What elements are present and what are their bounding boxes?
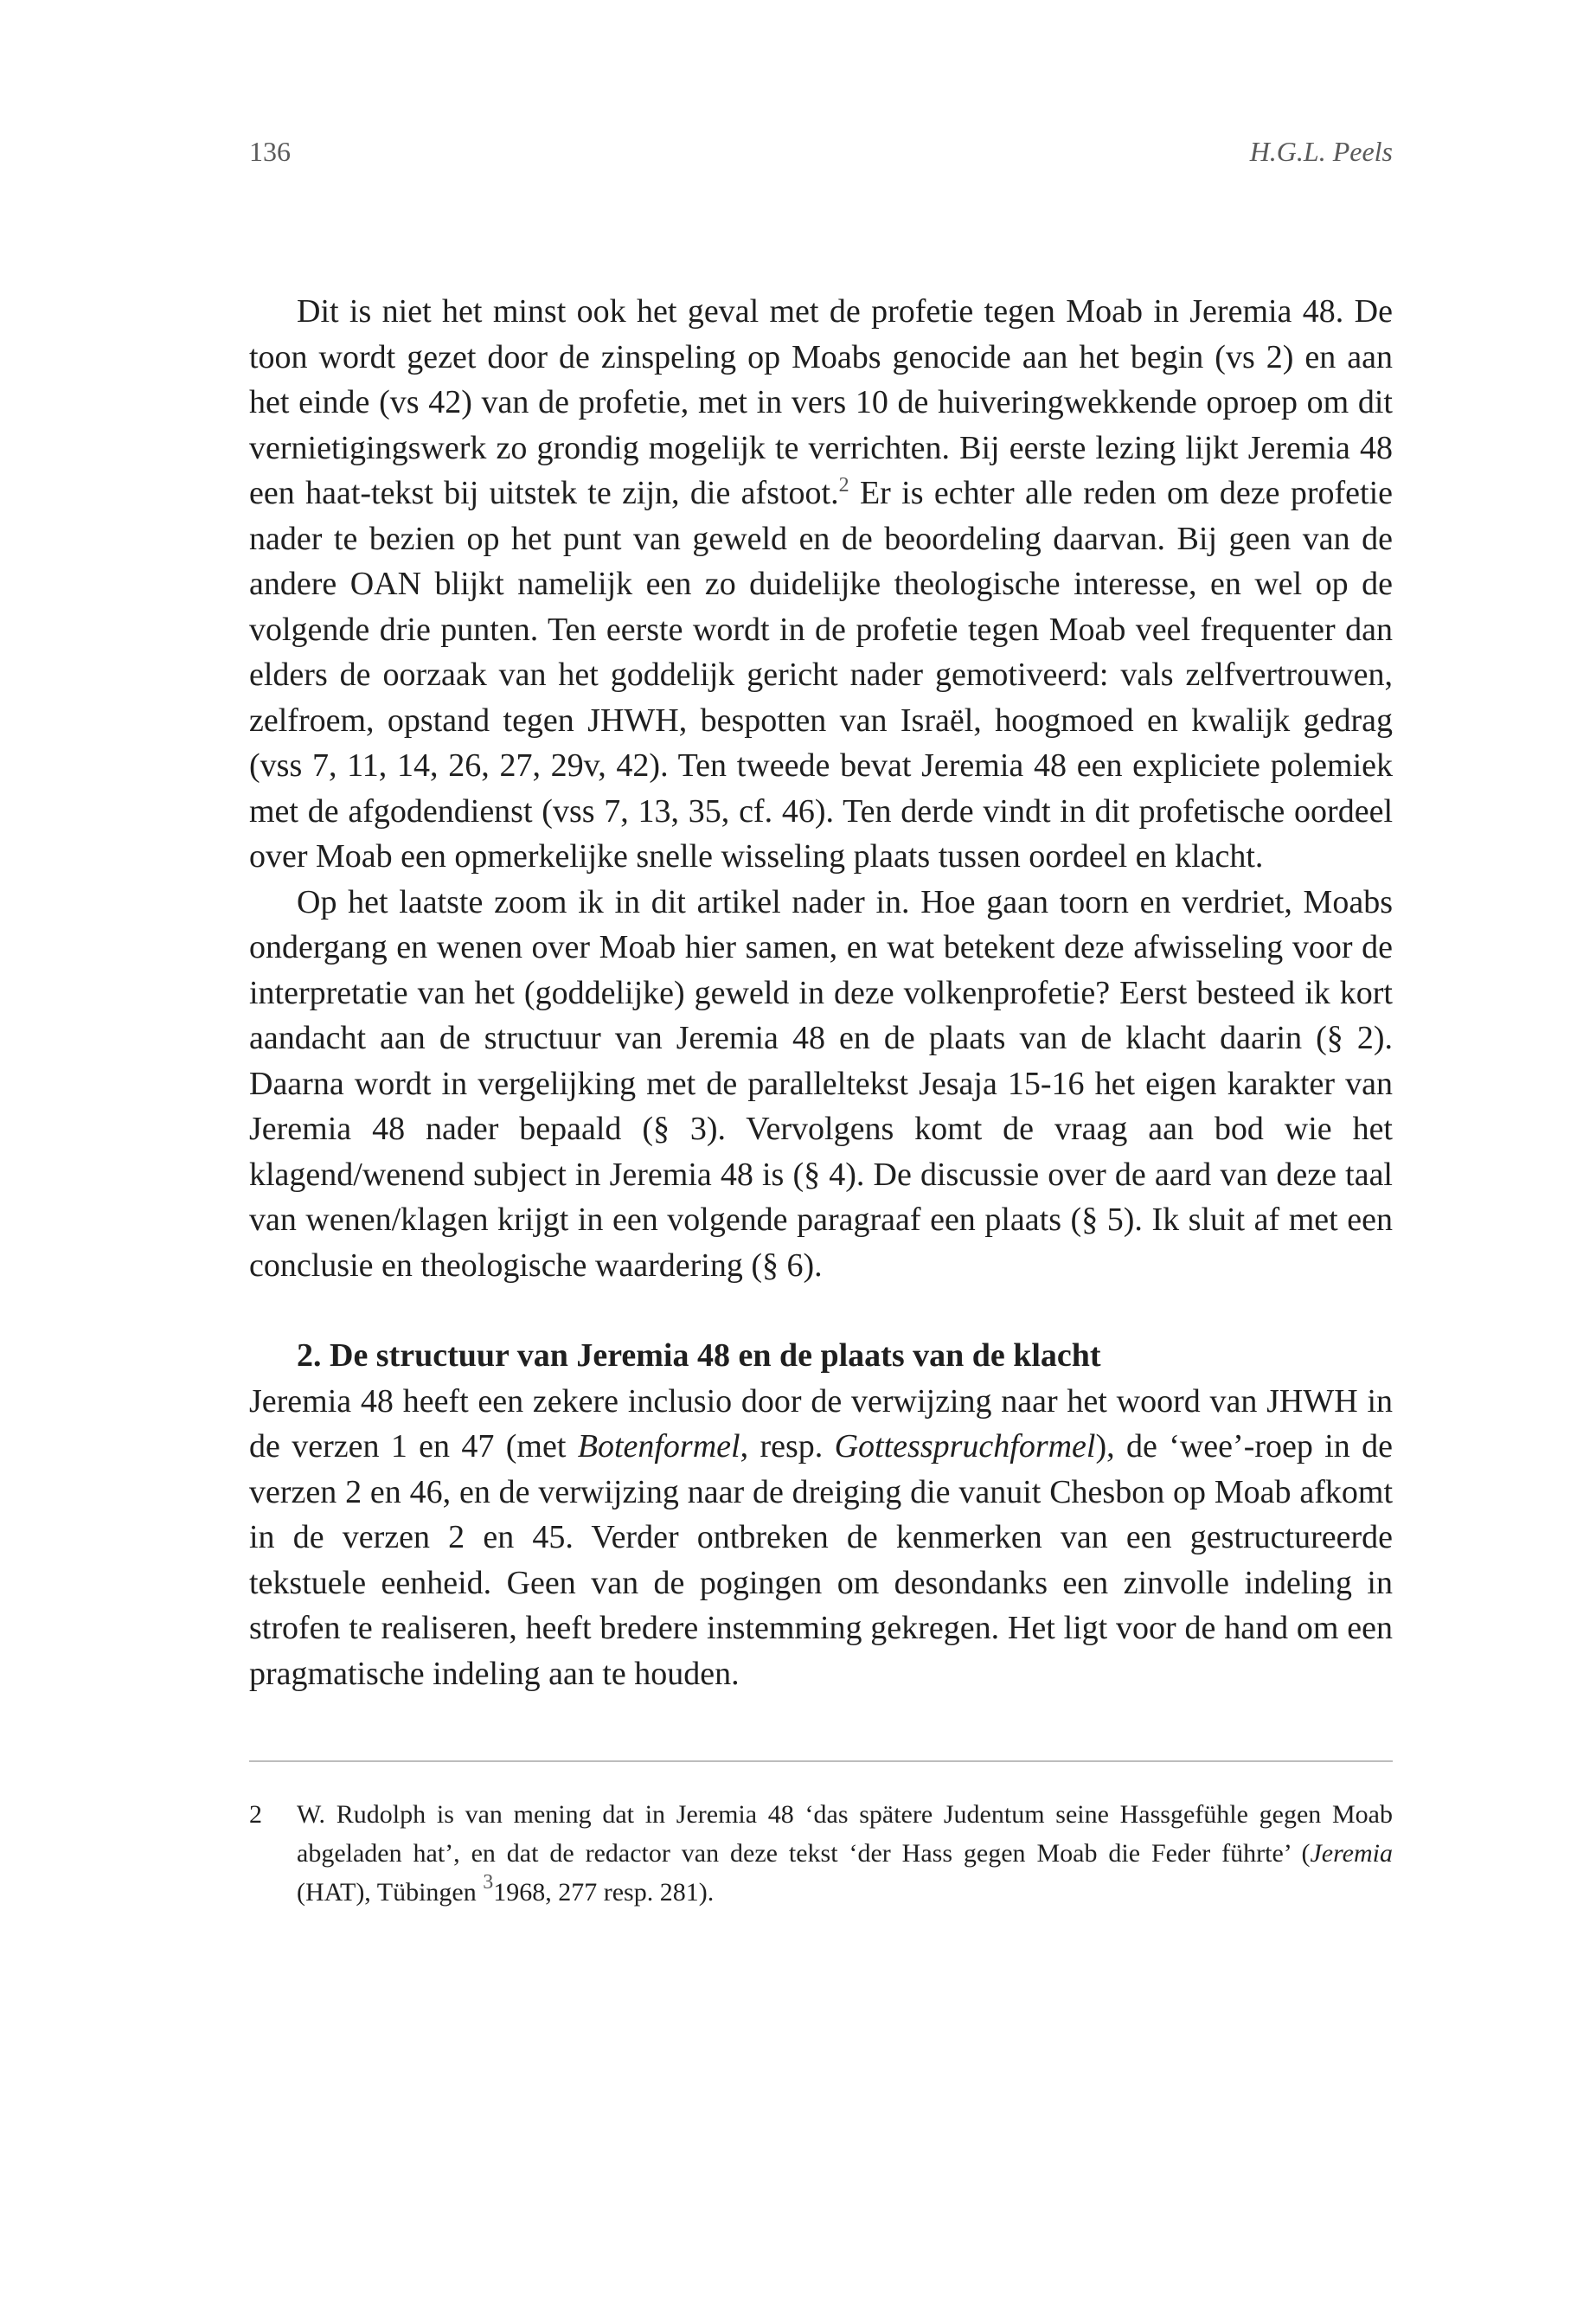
footnote-text-b: (HAT), Tübingen	[297, 1878, 484, 1907]
footnote-reference: 2	[838, 474, 849, 497]
running-head	[249, 130, 1393, 173]
footnote-title: Jeremia	[1310, 1839, 1393, 1868]
running-head-author: H.G.L. Peels	[1249, 136, 1393, 167]
section-2-paragraph	[249, 1379, 1393, 1697]
section-2-text-a: Jeremia 48 heeft een zekere inclusio door de verwijzing naar het woord van JHWH in de verzen 1 en 47 (met	[249, 1382, 1393, 1465]
paragraph-2: Op het laatste zoom ik in dit artikel nader in. Hoe gaan toorn en verdriet, Moabs ondergang en wenen over Moab hier samen, en wat betekent deze afwisseling voor de interpretatie van het (goddelijke) geweld in deze volkenprofetie? Eerst besteed ik kort aandacht aan de structuur van Jeremia 48 en de plaats van de klacht daarin (§ 2). Daarna wordt in vergelijking met de paralleltekst Jesaja 15-16 het eigen karakter van Jeremia 48 nader bepaald (§ 3). Vervolgens komt de vraag aan bod wie het klagend/wenend subject in Jeremia 48 is (§ 4). De discussie over de aard van deze taal van wenen/klagen krijgt in een volgende paragraaf een plaats (§ 5). Ik sluit af met een conclusie en theologische waardering (§ 6).	[249, 883, 1393, 1284]
footnote	[249, 1795, 1393, 1912]
section-2-term-gottesspruchformel: Gottesspruchformel	[834, 1428, 1096, 1465]
main-text	[249, 289, 1393, 1696]
footnote-text	[297, 1795, 1393, 1912]
footnote-text-a: W. Rudolph is van mening dat in Jeremia 48 ‘das spätere Judentum seine Hassgefühle gegen Moab abgeladen hat’, en dat de redactor van deze tekst ‘der Hass gegen Moab die Feder führte’ (	[297, 1800, 1393, 1868]
paragraph-1-part1: Dit is niet het minst ook het geval met de profetie tegen Moab in Jeremia 48. De toon wordt gezet door de zinspeling op Moabs genocide aan het begin (vs 2) en aan het einde (vs 42) van de profetie, met in vers 10 de huiveringwekkende oproep om dit vernietigingswerk zo grondig mogelijk te verrichten. Bij eerste lezing lijkt Jeremia 48 een haat-tekst bij uitstek te zijn, die afstoot.	[249, 293, 1393, 511]
section-2-text-c: ), de ‘wee’-roep in de verzen 2 en 46, en de verwijzing naar de dreiging die vanuit Chesbon op Moab afkomt in de verzen 2 en 45. Verder ontbreken de kenmerken van een gestructureerde tekstuele eenheid. Geen van de pogingen om desondanks een zinvolle indeling in strofen te realiseren, heeft bredere instemming gekregen. Het ligt voor de hand om een pragmatische indeling aan te houden.	[249, 1428, 1393, 1692]
section-2-term-botenformel: Botenformel	[577, 1428, 740, 1465]
book-page	[249, 130, 1393, 1912]
section-2-text-b: , resp.	[740, 1428, 835, 1465]
section-heading: 2. De structuur van Jeremia 48 en de plaats van de klacht	[297, 1337, 1101, 1374]
footnote-divider	[249, 1760, 1393, 1762]
footnote-text-c: 1968, 277 resp. 281).	[493, 1878, 715, 1907]
paragraph-1-part2: Er is echter alle reden om deze profetie nader te bezien op het punt van geweld en de beoordeling daarvan. Bij geen van de andere OAN blijkt namelijk een zo duidelijke theologische interesse, en wel op de volgende drie punten. Ten eerste wordt in de profetie tegen Moab veel frequenter dan elders de oorzaak van het goddelijk gericht nader gemotiveerd: vals zelfvertrouwen, zelfroem, opstand tegen JHWH, bespotten van Israël, hoogmoed en kwalijk gedrag (vss 7, 11, 14, 26, 27, 29v, 42). Ten tweede bevat Jeremia 48 een expliciete polemiek met de afgodendienst (vss 7, 13, 35, cf. 46). Ten derde vindt in dit profetische oordeel over Moab een opmerkelijke snelle wisseling plaats tussen oordeel en klacht.	[249, 475, 1393, 875]
footnote-number: 2	[249, 1800, 262, 1829]
paragraph-1	[249, 289, 1393, 880]
page-number: 136	[249, 136, 291, 167]
footnote-edition: 3	[483, 1871, 494, 1894]
